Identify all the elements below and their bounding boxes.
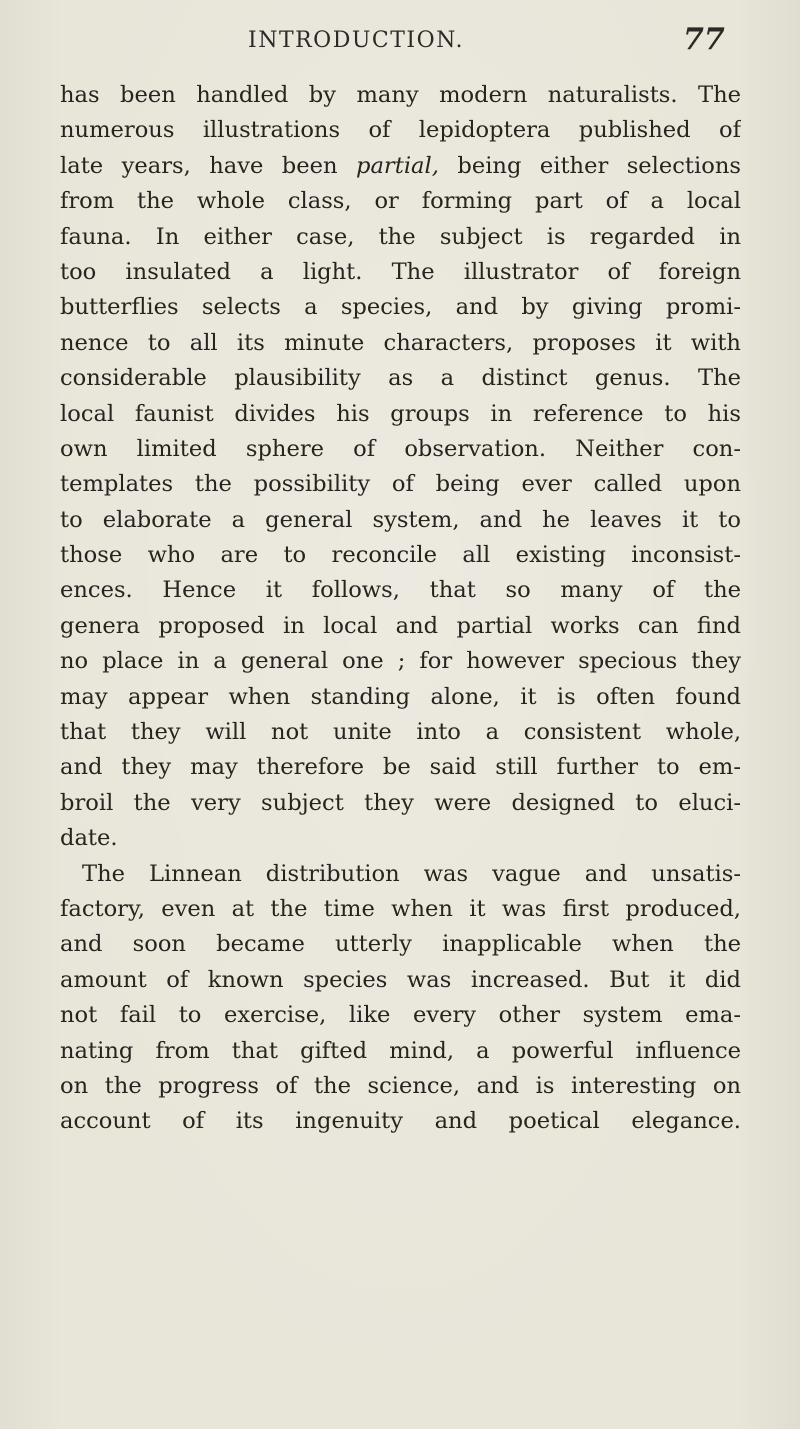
text-line: factory, even at the time when it was first produced, — [60, 895, 741, 922]
text-line: that they will not unite into a consistent whole, — [60, 719, 741, 746]
text-line: amount of known species was increased. But it did — [60, 966, 741, 993]
italic-word: partial, — [356, 152, 439, 179]
text-run: late years, have been — [60, 152, 356, 179]
text-line: local faunist divides his groups in reference to his — [60, 400, 741, 427]
text-line: and soon became utterly inapplicable when the — [60, 931, 741, 958]
text-line: The Linnean distribution was vague and unsatis- — [82, 860, 741, 887]
text-line: on the progress of the science, and is interesting on — [60, 1072, 741, 1099]
text-line: may appear when standing alone, it is often found — [60, 683, 741, 710]
text-line: numerous illustrations of lepidoptera published of — [60, 117, 741, 144]
running-head — [0, 20, 800, 60]
text-line: nence to all its minute characters, proposes it with — [60, 329, 741, 356]
text-line: those who are to reconcile all existing inconsist- — [60, 542, 741, 569]
text-line: ences. Hence it follows, that so many of the — [60, 577, 741, 604]
text-line: too insulated a light. The illustrator of foreign — [60, 258, 741, 285]
text-line: no place in a general one ; for however specious they — [60, 648, 741, 675]
chapter-title: INTRODUCTION. — [248, 28, 464, 53]
text-line: templates the possibility of being ever called upon — [60, 471, 741, 498]
body-text — [60, 78, 741, 1140]
paragraph — [60, 857, 741, 1140]
text-line: and they may therefore be said still further to em- — [60, 754, 741, 781]
text-line: has been handled by many modern naturalists. The — [60, 82, 741, 108]
text-line: broil the very subject they were designed to eluci- — [60, 789, 741, 816]
text-line: fauna. In either case, the subject is regarded in — [60, 223, 741, 250]
text-line: genera proposed in local and partial works can find — [60, 612, 741, 639]
text-line: own limited sphere of observation. Neither con- — [60, 435, 741, 462]
text-run: being either selections — [438, 152, 741, 179]
text-line: from the whole class, or forming part of a local — [60, 188, 741, 215]
text-line: account of its ingenuity and poetical elegance. — [60, 1108, 741, 1135]
text-line: butterflies selects a species, and by giving promi- — [60, 294, 741, 321]
text-line: considerable plausibility as a distinct genus. The — [60, 365, 741, 392]
text-line — [60, 149, 741, 184]
text-line: date. — [60, 825, 118, 852]
text-line: to elaborate a general system, and he leaves it to — [60, 506, 741, 533]
page-number: 77 — [683, 22, 725, 57]
text-line: not fail to exercise, like every other system ema- — [60, 1002, 741, 1029]
paragraph — [60, 78, 741, 857]
text-line: nating from that gifted mind, a powerful influence — [60, 1037, 741, 1064]
